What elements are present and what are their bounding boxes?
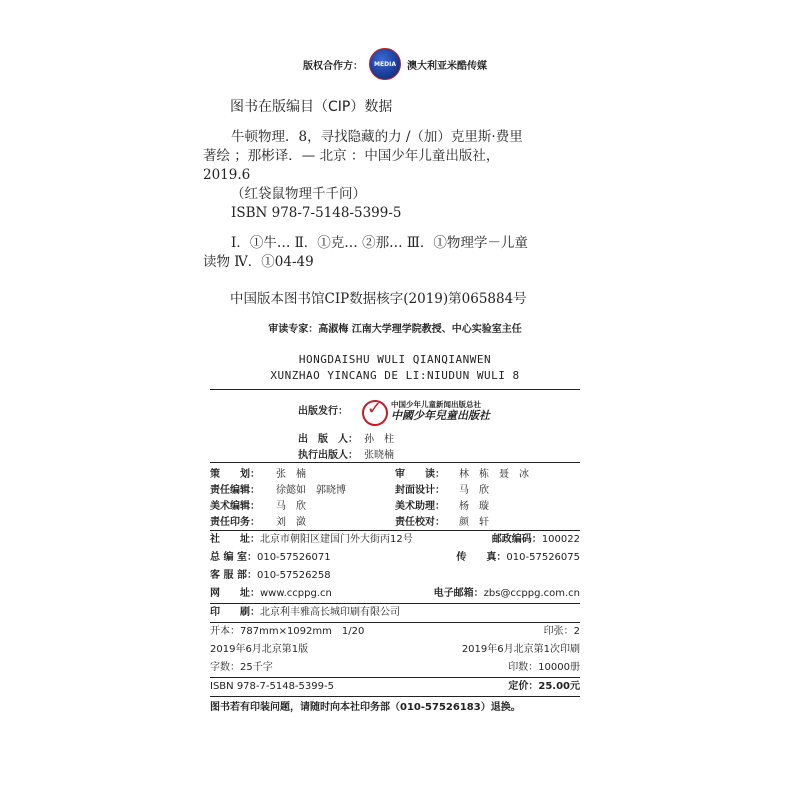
staff-value: 颜 轩 <box>459 517 489 528</box>
address: 北京市朝阳区建国门外大街丙12号 <box>260 534 413 545</box>
staff-cell <box>395 465 580 480</box>
publisher-person: 孙 柱 <box>364 434 394 445</box>
service-row <box>210 567 580 585</box>
printer-row <box>210 604 580 622</box>
staff-key: 审 读： <box>395 469 445 480</box>
web-row <box>210 585 580 603</box>
pinyin-line: XUNZHAO YINCANG DE LI:NIUDUN WULI 8 <box>270 369 520 382</box>
address-label: 社 址： <box>210 534 260 545</box>
cip-title: 图书在版编目（CIP）数据 <box>230 99 393 115</box>
words-row <box>210 659 580 677</box>
exec-publisher-label: 执行出版人： <box>298 450 358 461</box>
word-count: 字数：25千字 <box>210 662 273 673</box>
staff-cell <box>395 481 580 496</box>
staff-value: 杨 璇 <box>459 501 489 512</box>
editorial-label: 总 编 室： <box>210 552 257 563</box>
isbn-row <box>210 678 580 696</box>
address-row <box>210 531 580 549</box>
staff-grid <box>210 463 580 530</box>
staff-key: 策 划： <box>210 469 260 480</box>
publisher-name <box>391 399 490 421</box>
web-label: 网 址： <box>210 588 260 599</box>
printer: 北京利丰雅高长城印刷有限公司 <box>260 607 400 618</box>
publisher-name-line1: 中国少年儿童新闻出版总社 <box>391 400 481 409</box>
publisher-logo-icon: ✓ <box>362 400 388 426</box>
copyright-label: 版权合作方： <box>303 60 363 72</box>
staff-key: 美术助理： <box>395 501 445 512</box>
publisher-person-label: 出 版 人： <box>298 434 358 445</box>
cip-line: （红袋鼠物理千千问） <box>231 186 366 202</box>
cip-line: 牛顿物理．8，寻找隐藏的力 /（加）克里斯·费里 <box>231 129 523 145</box>
cip-line: 著绘 ；那彬译．— 北京 ：中国少年儿童出版社， <box>203 148 500 164</box>
price: 定价：25.00元 <box>508 681 580 692</box>
staff-cell <box>210 465 395 480</box>
staff-key: 责任编辑： <box>210 485 260 496</box>
editorial-phone: 010-57526071 <box>256 552 331 563</box>
staff-value: 林 栋 聂 冰 <box>459 469 529 480</box>
exec-publisher: 张晓楠 <box>364 450 394 461</box>
colophon <box>210 389 580 717</box>
partner-logo-icon <box>369 48 401 80</box>
staff-value: 徐懿如 郭晓博 <box>276 485 346 496</box>
cip-number: 中国版本图书馆CIP数据核字(2019)第065884号 <box>230 291 527 307</box>
email-label: 电子邮箱： <box>433 588 484 599</box>
fax-label: 传 真： <box>456 552 507 563</box>
return-notice: 图书若有印装问题，请随时向本社印务部（010-57526183）退换。 <box>210 702 521 713</box>
staff-key: 责任印务： <box>210 517 260 528</box>
format: 开本：787mm×1092mm 1/20 <box>210 626 365 637</box>
logo-text: MEDIA <box>374 60 396 68</box>
reviewer: 审读专家：高淑梅 江南大学理学院教授、中心实验室主任 <box>268 324 522 335</box>
cip-block <box>203 128 603 223</box>
postcode-label: 邮政编码： <box>491 534 542 545</box>
staff-key: 封面设计： <box>395 485 445 496</box>
staff-value: 张 楠 <box>276 469 306 480</box>
format-row <box>210 623 580 641</box>
partner-name: 澳大利亚米酷传媒 <box>407 60 487 72</box>
staff-cell <box>210 513 395 528</box>
printing: 2019年6月北京第1次印刷 <box>461 644 580 655</box>
website: www.ccppg.cn <box>260 588 332 599</box>
copies: 印数：10000册 <box>508 662 580 673</box>
staff-key: 美术编辑： <box>210 501 260 512</box>
cip-line: 2019.6 <box>203 167 251 183</box>
printer-label: 印 刷： <box>210 607 260 618</box>
staff-cell <box>395 513 580 528</box>
staff-key: 责任校对： <box>395 517 445 528</box>
publisher-box <box>210 390 580 461</box>
sheets: 印张：2 <box>543 626 580 637</box>
isbn: ISBN 978-7-5148-5399-5 <box>210 681 334 692</box>
postcode: 100022 <box>541 534 580 545</box>
publisher-label: 出版发行： <box>298 406 348 417</box>
copyright-partner <box>0 52 790 76</box>
staff-value: 马 欣 <box>459 485 489 496</box>
edition-row <box>210 641 580 659</box>
publisher-name-line2: 中國少年兒童出版社 <box>391 409 490 422</box>
editorial-row <box>210 549 580 567</box>
staff-cell <box>210 481 395 496</box>
staff-value: 刘 潋 <box>276 517 306 528</box>
cip-line: ISBN 978-7-5148-5399-5 <box>231 205 402 221</box>
service-label: 客 服 部： <box>210 570 257 581</box>
classification-line: Ⅰ．①牛… Ⅱ．①克… ②那… Ⅲ．①物理学－儿童 <box>231 235 528 251</box>
staff-cell <box>210 497 395 512</box>
edition: 2019年6月北京第1版 <box>210 644 309 655</box>
classification-line: 读物 Ⅳ．①04-49 <box>203 254 314 270</box>
pinyin-line: HONGDAISHU WULI QIANQIANWEN <box>298 353 492 366</box>
pinyin-title <box>0 352 790 384</box>
staff-cell <box>395 497 580 512</box>
fax: 010-57526075 <box>506 552 580 563</box>
email: zbs@ccppg.com.cn <box>483 588 580 599</box>
classification <box>203 234 603 272</box>
service-phone: 010-57526258 <box>256 570 331 581</box>
staff-value: 马 欣 <box>276 501 306 512</box>
